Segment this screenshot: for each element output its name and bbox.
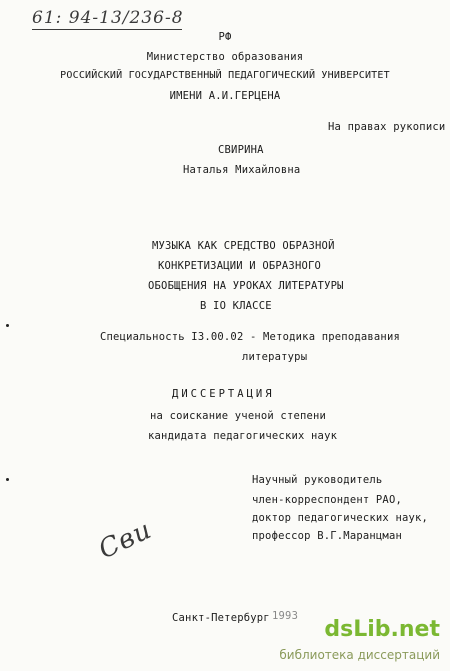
year-label: 1993 (272, 610, 299, 622)
handwritten-underline (32, 29, 182, 30)
degree-line-2: кандидата педагогических наук (148, 430, 338, 442)
margin-mark (6, 478, 9, 481)
watermark-logo: dsLib.net (324, 617, 440, 642)
dissertation-label: ДИССЕРТАЦИЯ (172, 388, 275, 400)
manuscript-rights-note: На правах рукописи (328, 121, 446, 133)
supervisor-name: профессор В.Г.Маранцман (252, 530, 402, 542)
author-given-name: Наталья Михайловна (183, 164, 301, 176)
author-surname: СВИРИНА (218, 144, 264, 156)
handwritten-reference-number: 61: 94-13/236-8 (32, 8, 184, 28)
margin-mark (6, 324, 9, 327)
title-line-2: КОНКРЕТИЗАЦИИ И ОБРАЗНОГО (158, 260, 322, 272)
watermark-subtitle: библиотека диссертаций (279, 648, 440, 662)
supervisor-degree: доктор педагогических наук, (252, 512, 429, 524)
title-line-1: МУЗЫКА КАК СРЕДСТВО ОБРАЗНОЙ (152, 240, 335, 252)
supervisor-rank: член-корреспондент РАО, (252, 494, 402, 506)
title-line-3: ОБОБЩЕНИЯ НА УРОКАХ ЛИТЕРАТУРЫ (148, 280, 344, 292)
specialty-line-1: Специальность I3.00.02 - Методика преподавания (100, 331, 400, 343)
handwritten-signature: Сви (94, 514, 157, 566)
degree-line-1: на соискание ученой степени (150, 410, 327, 422)
ministry-name: Министерство образования (146, 51, 304, 63)
university-name-line-1: РОССИЙСКИЙ ГОСУДАРСТВЕННЫЙ ПЕДАГОГИЧЕСКИЙ УНИВЕРСИТЕТ (60, 70, 390, 81)
country-label: РФ (218, 31, 232, 43)
city-label: Санкт-Петербург (172, 612, 270, 624)
title-line-4: В IO КЛАССЕ (200, 300, 272, 312)
university-name-line-2: ИМЕНИ А.И.ГЕРЦЕНА (169, 90, 281, 102)
supervisor-title: Научный руководитель (252, 474, 383, 486)
specialty-line-2: литературы (242, 351, 308, 363)
